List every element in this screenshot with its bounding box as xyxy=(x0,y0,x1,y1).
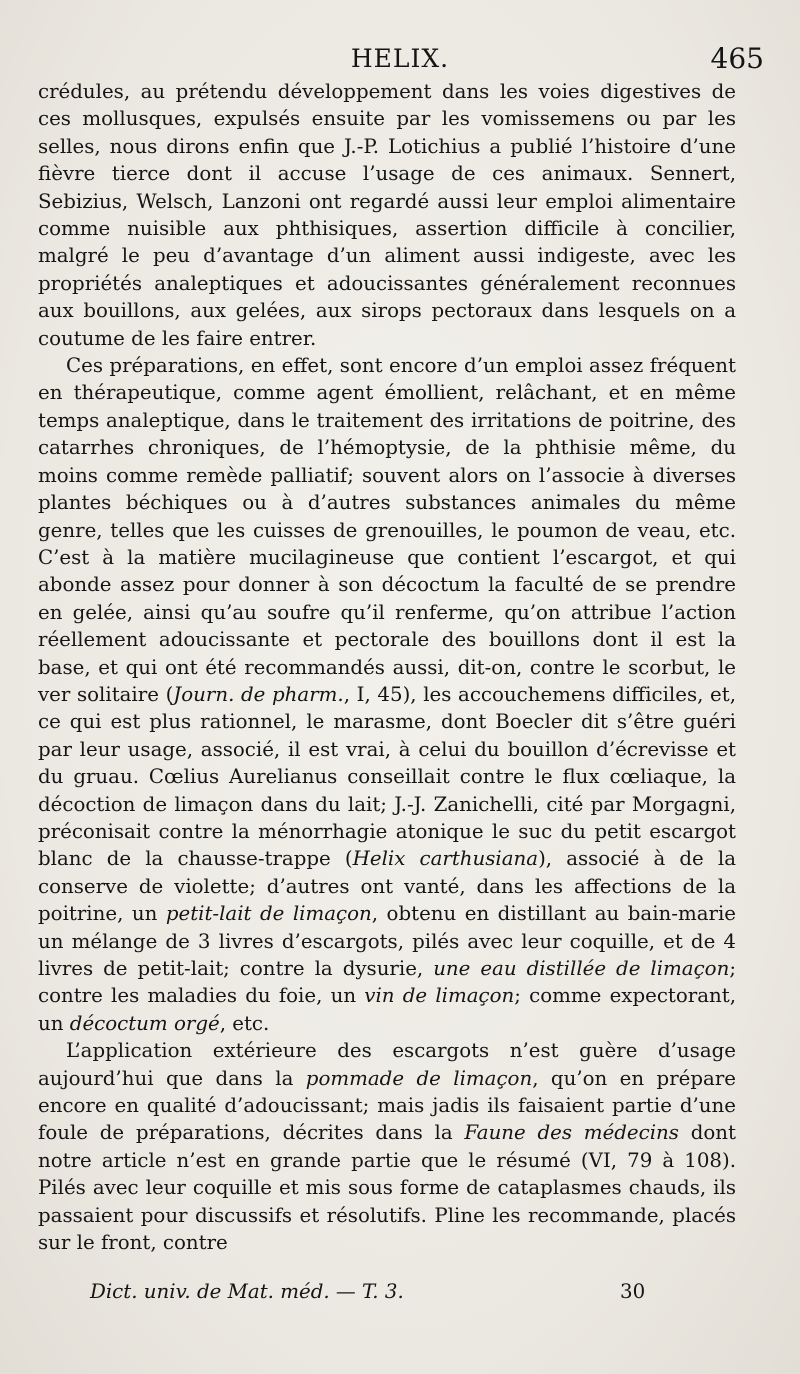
paragraph xyxy=(38,352,736,1037)
running-header xyxy=(36,42,764,78)
text-run: ; comme expectorant, un xyxy=(38,984,736,1035)
paragraph xyxy=(38,78,736,352)
text-run: , qu’on en prépare encore en qualité d’adoucissant; mais jadis ils faisaient partie d’une foule de préparations, décrites dans la xyxy=(38,1066,736,1145)
body-text xyxy=(38,78,736,1256)
italic-text: pommade de limaçon xyxy=(305,1066,533,1090)
running-title: HELIX. xyxy=(350,44,450,73)
page-number: 465 xyxy=(710,42,764,75)
text-run: ), associé à de la conserve de violette; d’autres ont vanté, dans les affections de la poitrine, un xyxy=(38,847,736,926)
text-run: , etc. xyxy=(219,1011,270,1035)
text-run: crédules, au prétendu développement dans les voies digestives de ces mollusques, expulsés ensuite par les vomissemens ou par les selles, nous dirons enfin que J.-P. Lotichius a publié l’histoire d’une fièvre tierce dont il accuse l’usage de ces animaux. Sennert, Sebizius, Welsch, Lanzoni ont regardé aussi leur emploi alimentaire comme nuisible aux phthisiques, assertion difficile à concilier, malgré le peu d’avantage d’un aliment aussi indigeste, avec les propriétés analeptiques et adoucissantes généralement reconnues aux bouillons, aux gelées, aux sirops pectoraux dans lesquels on a coutume de les faire entrer. xyxy=(38,80,736,350)
text-run: , obtenu en distillant au bain-marie un mélange de 3 livres d’escargots, pilés avec leur coquille, et de 4 livres de petit-lait; contre la dysurie, xyxy=(38,902,736,980)
italic-text: vin de limaçon xyxy=(364,984,515,1008)
italic-text: petit-lait de limaçon xyxy=(165,902,372,926)
italic-text: Faune des médecins xyxy=(464,1121,679,1145)
text-run: , I, 45), les accouchemens difficiles, et, ce qui est plus rationnel, le marasme, dont Boecler dit s’être guéri par leur usage, associé, il est vrai, à celui du bouillon d’écrevisse et du gruau. Cœlius Aurelianus conseillait contre le flux cœliaque, la décoction de limaçon dans du lait; J.-J. Zanichelli, cité par Morgagni, préconisait contre la ménorrhagie atonique le suc du petit escargot blanc de la chausse-trappe ( xyxy=(38,682,736,871)
footer xyxy=(90,1280,740,1310)
text-run: Ces préparations, en effet, sont encore d’un emploi assez fréquent en thérapeutique, comme agent émollient, relâchant, et en même temps analeptique, dans le traitement des irritations de poitrine, des catarrhes chroniques, de l’hémoptysie, de la phthisie même, du moins comme remède palliatif; souvent alors on l’associe à diverses plantes béchiques ou à d’autres substances animales du même genre, telles que les cuisses de grenouilles, le poumon de veau, etc. C’est à la matière mucilagineuse que contient l’escargot, et qui abonde assez pour donner à son décoctum la faculté de se prendre en gelée, ainsi qu’au soufre qu’il renferme, qu’on attribue l’action réellement adoucissante et pectorale des bouillons dont il est la base, et qui ont été recommandés aussi, dit-on, contre le scorbut, le ver solitaire ( xyxy=(38,354,736,706)
text-run: ; contre les maladies du foie, un xyxy=(38,957,736,1008)
italic-text: Journ. de pharm. xyxy=(173,682,344,706)
text-run: dont notre article n’est en grande partie que le résumé (VI, 79 à 108). Pilés avec leur coquille et mis sous forme de cataplasmes chauds, ils passaient pour discussifs et résolutifs. Pline les recommande, placés sur le front, contre xyxy=(38,1121,736,1255)
paragraph xyxy=(38,1037,736,1256)
italic-text: décoctum orgé xyxy=(69,1011,220,1035)
footer-title: Dict. univ. de Mat. méd. — T. 3. xyxy=(90,1280,404,1303)
italic-text: une eau distillée de limaçon xyxy=(433,957,730,980)
text-run: L’application extérieure des escargots n’est guère d’usage aujourd’hui que dans la xyxy=(38,1039,736,1090)
signature-mark: 30 xyxy=(620,1280,646,1303)
italic-text: Helix carthusiana xyxy=(352,847,539,871)
